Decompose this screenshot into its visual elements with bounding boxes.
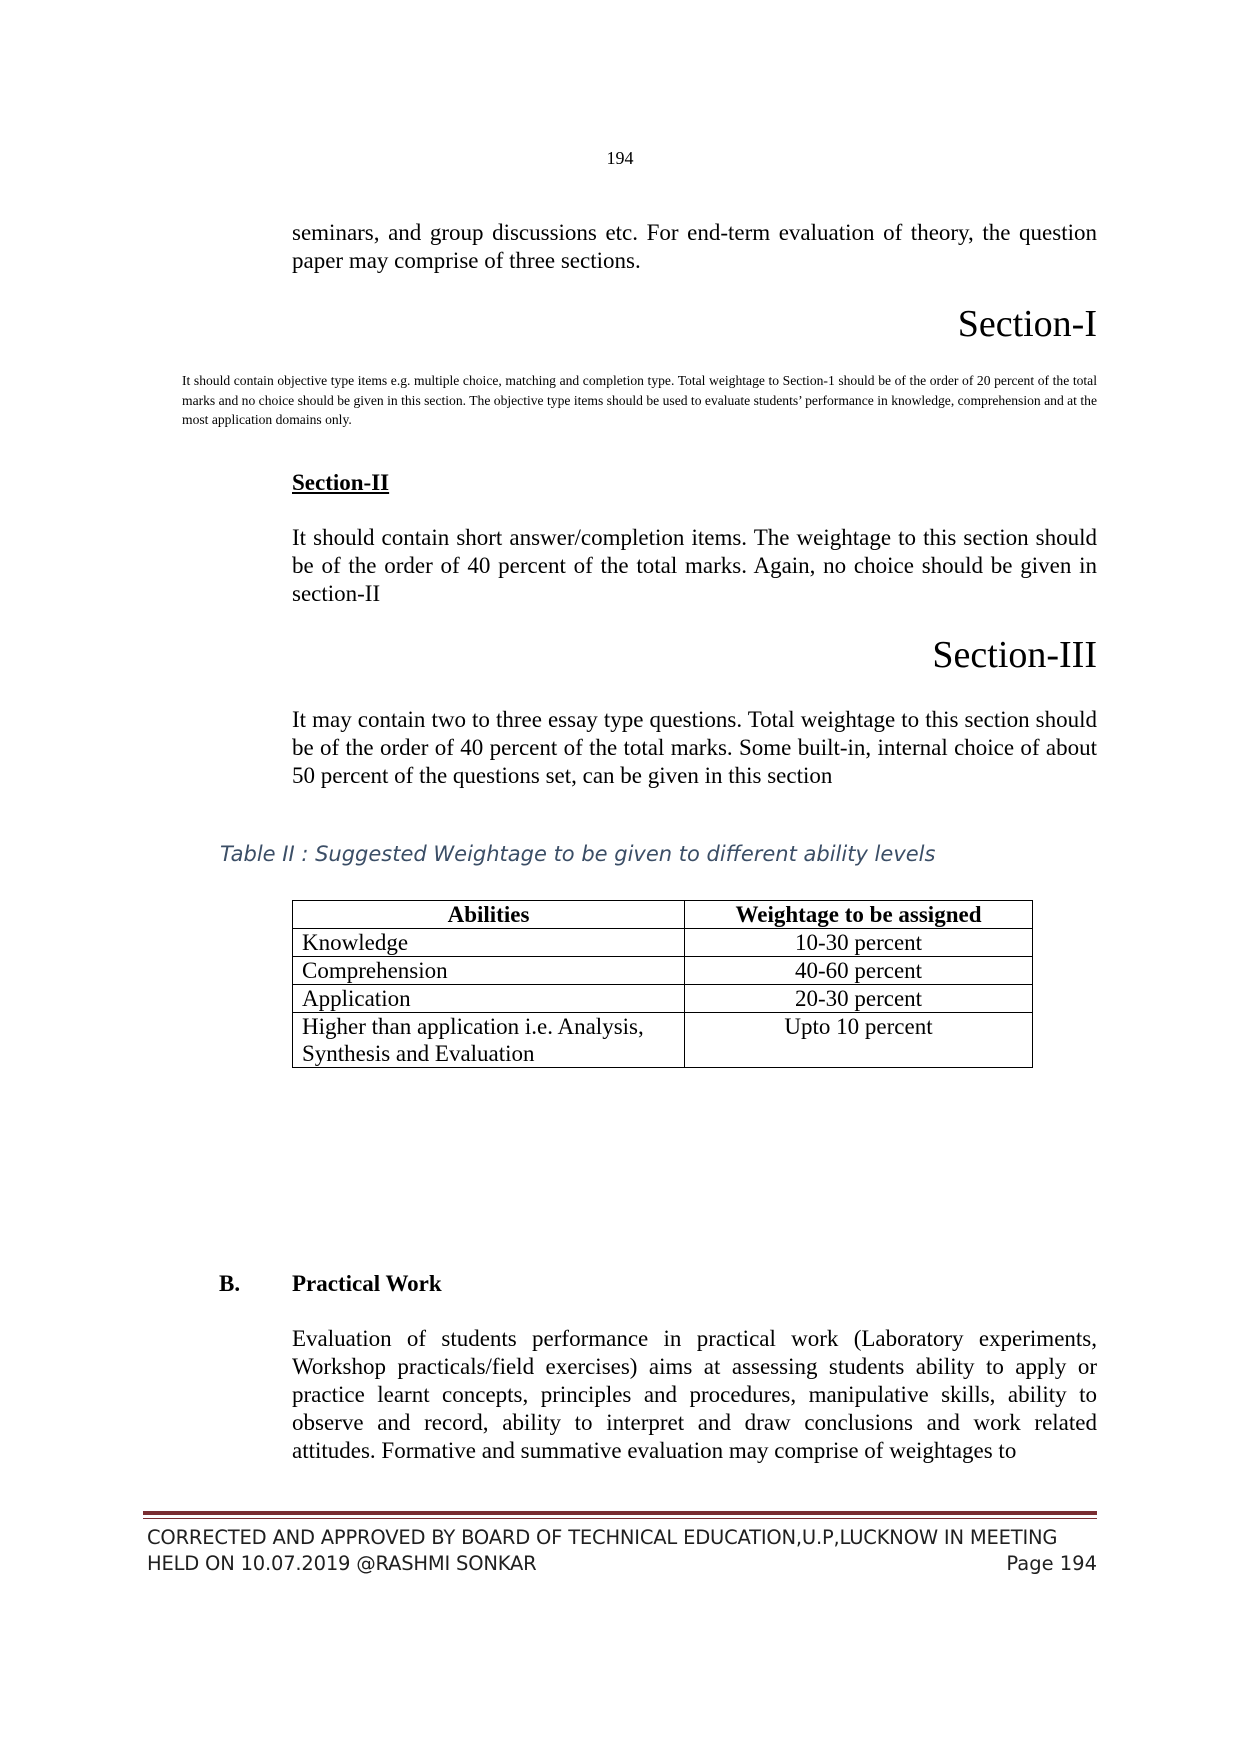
header-abilities: Abilities — [293, 901, 685, 929]
footer-rule-thick — [143, 1511, 1097, 1515]
weightage-cell: Upto 10 percent — [685, 1013, 1033, 1068]
section-1-text: It should contain objective type items e.g. multiple choice, matching and completion type. Total weightage to Section-1 should be of the order of 20 percent of the total marks and no choice should be given in this section. The objective type items should be used to evaluate students’ performance in knowledge, comprehension and at the most application domains only. — [182, 373, 1097, 427]
ability-cell: Higher than application i.e. Analysis, Synthesis and Evaluation — [293, 1013, 685, 1068]
weightage-cell: 10-30 percent — [685, 929, 1033, 957]
practical-work-text: Evaluation of students performance in practical work (Laboratory experiments, Workshop practicals/field exercises) aims at assessing students ability to apply or practice learnt concepts, principles and procedures, manipulative skills, ability to observe and record, ability to interpret and draw conclusions and work related attitudes. Formative and summative evaluation may comprise of weightages to — [292, 1326, 1097, 1463]
abilities-table — [292, 900, 1033, 1068]
footer-line-2: HELD ON 10.07.2019 @RASHMI SONKAR — [147, 1552, 537, 1575]
weightage-cell: 40-60 percent — [685, 957, 1033, 985]
ability-cell: Knowledge — [293, 929, 685, 957]
table-row — [293, 957, 1033, 985]
footer-page-label: Page 194 — [1006, 1552, 1097, 1575]
header-weightage: Weightage to be assigned — [685, 901, 1033, 929]
section-1-heading: Section-I — [957, 303, 1097, 345]
practical-work-heading: Practical Work — [292, 1271, 442, 1296]
footer-rule-thin — [143, 1518, 1097, 1519]
table-caption: Table II : Suggested Weightage to be given to different ability levels — [220, 842, 936, 866]
table-header-row — [293, 901, 1033, 929]
page-number-top: 194 — [606, 148, 634, 168]
footer-line-1: CORRECTED AND APPROVED BY BOARD OF TECHNICAL EDUCATION,U.P,LUCKNOW IN MEETING — [147, 1526, 1058, 1549]
weightage-cell: 20-30 percent — [685, 985, 1033, 1013]
section-2-heading: Section-II — [292, 470, 390, 495]
table-row — [293, 985, 1033, 1013]
section-b-letter: B. — [219, 1271, 241, 1296]
section-3-text: It may contain two to three essay type questions. Total weightage to this section should be of the order of 40 percent of the total marks. Some built-in, internal choice of about 50 percent of the questions set, can be given in this section — [292, 707, 1097, 788]
ability-cell: Application — [293, 985, 685, 1013]
section-3-heading: Section-III — [932, 634, 1097, 676]
ability-cell: Comprehension — [293, 957, 685, 985]
section-2-text: It should contain short answer/completion items. The weightage to this section should be of the order of 40 percent of the total marks. Again, no choice should be given in section-II — [292, 525, 1097, 606]
table-row — [293, 929, 1033, 957]
intro-paragraph: seminars, and group discussions etc. For end-term evaluation of theory, the question paper may comprise of three sections. — [292, 220, 1097, 273]
table-row — [293, 1013, 1033, 1068]
